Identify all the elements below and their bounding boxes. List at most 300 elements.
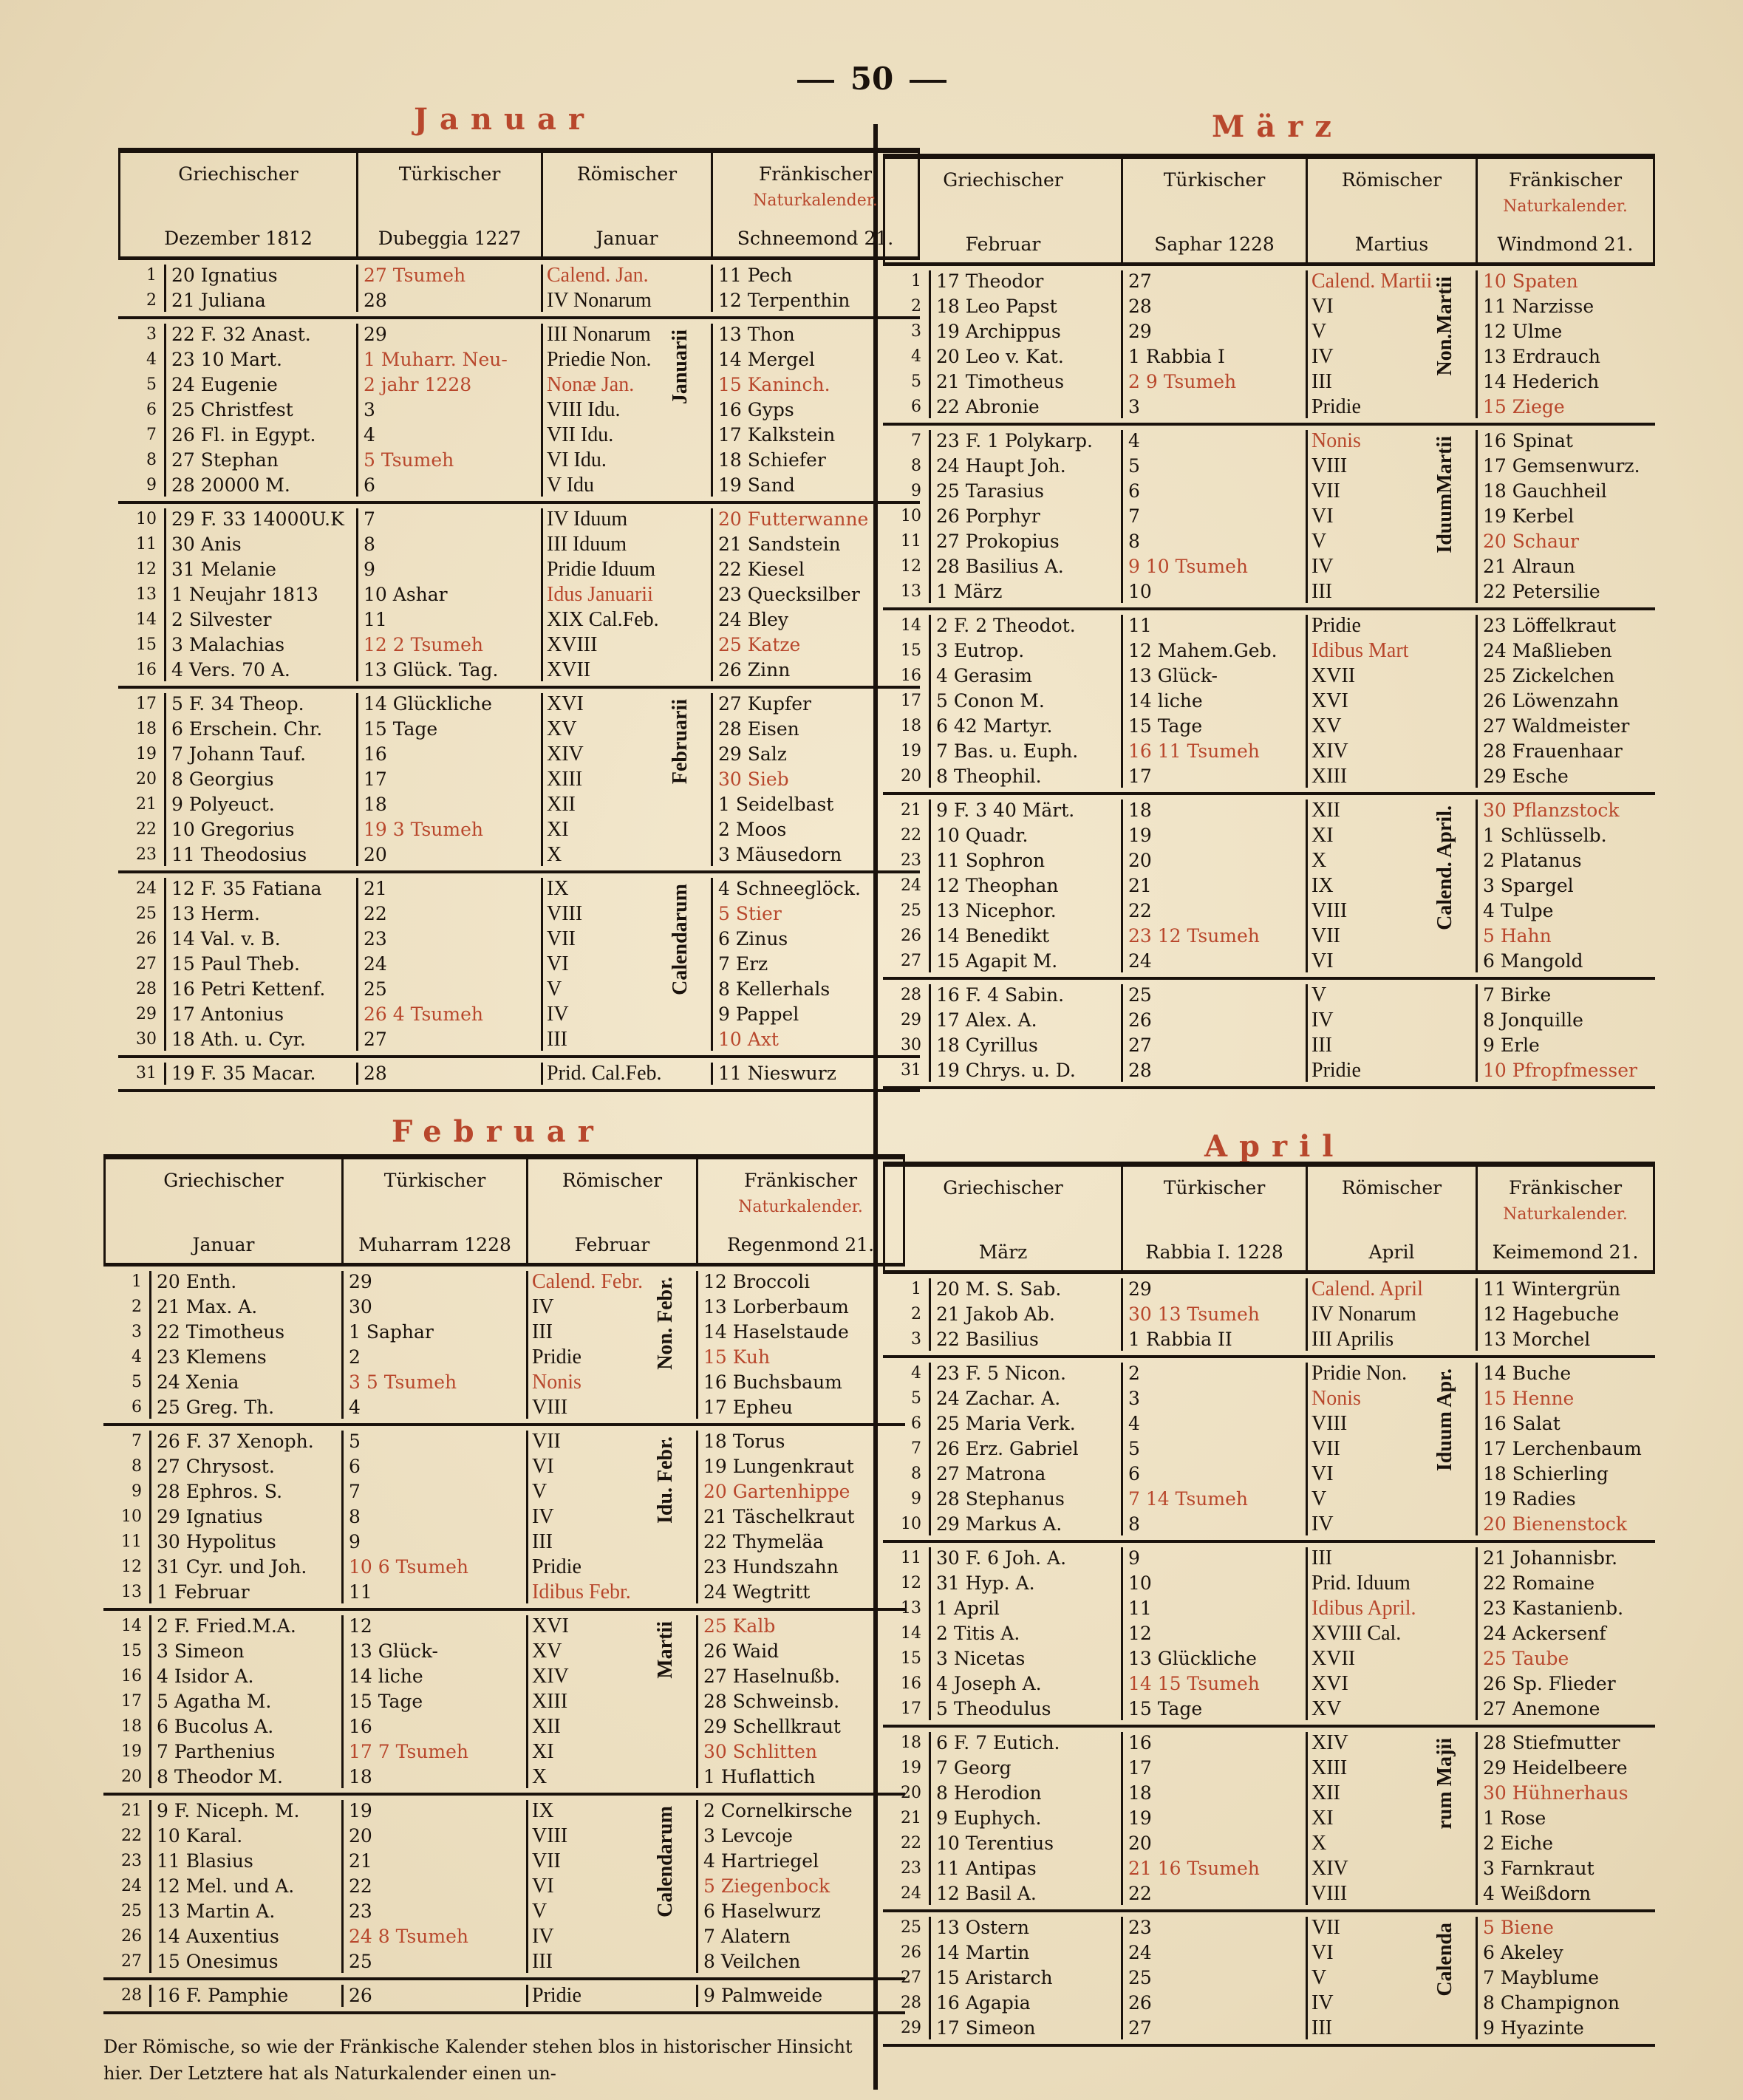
turkish-day: 2 <box>349 1346 361 1368</box>
day-number: 12 <box>901 557 921 576</box>
turkish-day: 26 4 Tsumeh <box>364 1003 483 1025</box>
turkish-day: 4 <box>349 1397 361 1418</box>
calendar-body <box>883 266 1655 1089</box>
day-row <box>103 1370 905 1395</box>
day-number: 2 <box>911 1305 921 1323</box>
frankish-day: 29 Esche <box>1483 766 1569 787</box>
header-title: Griechischer <box>163 1170 284 1191</box>
day-number: 26 <box>121 1927 142 1946</box>
roman-day: V Idu <box>547 474 595 497</box>
frankish-day: 1 Huflattich <box>703 1766 816 1787</box>
frankish-day: 2 Platanus <box>1483 850 1582 871</box>
roman-day: Pridie <box>532 1346 581 1368</box>
header-subtitle: Januar <box>192 1234 255 1255</box>
column-rule <box>541 693 543 866</box>
day-number: 24 <box>121 1877 142 1895</box>
day-row <box>118 692 920 717</box>
week-block <box>118 1058 920 1092</box>
column-rule <box>1121 615 1123 788</box>
frankish-day: 23 Hundszahn <box>703 1556 839 1578</box>
roman-day: XI <box>1311 824 1334 847</box>
greek-day: 21 Jakob Ab. <box>936 1303 1055 1325</box>
roman-day: Calend. Jan. <box>547 264 649 287</box>
greek-day: 28 Basilius A. <box>936 556 1064 577</box>
roman-vertical-label: Calendarum <box>669 884 692 995</box>
frankish-day: 14 Mergel <box>718 349 815 370</box>
header-subtitle: Januar <box>596 228 658 249</box>
turkish-day: 27 <box>1128 1034 1152 1056</box>
roman-day: IV <box>1311 345 1334 368</box>
calendar-body <box>103 1267 905 2014</box>
header-rom <box>543 153 713 256</box>
column-rule <box>541 508 543 681</box>
frankish-day: 5 Biene <box>1483 1917 1554 1938</box>
roman-day: XIV <box>532 1665 569 1688</box>
roman-vertical-label: Januarii <box>669 330 692 405</box>
frankish-day: 13 Morchel <box>1483 1329 1591 1350</box>
day-number: 17 <box>901 1700 921 1718</box>
greek-day: 28 Stephanus <box>936 1488 1065 1510</box>
roman-day: XIII <box>547 768 583 791</box>
frankish-day: 30 Hühnerhaus <box>1483 1782 1628 1804</box>
day-row <box>118 792 920 817</box>
turkish-day: 4 <box>364 424 375 446</box>
frankish-day: 22 Petersilie <box>1483 581 1600 602</box>
column-rule <box>1306 1732 1308 1905</box>
greek-day: 26 Porphyr <box>936 505 1040 527</box>
column-rule <box>1306 430 1308 603</box>
turkish-day: 24 <box>1128 950 1152 972</box>
turkish-day: 24 <box>1128 1942 1152 1963</box>
greek-day: 12 Theophan <box>936 875 1059 896</box>
roman-day: VIII <box>1311 1412 1348 1435</box>
frankish-day: 24 Maßlieben <box>1483 640 1612 661</box>
turkish-day: 3 <box>1128 1388 1140 1409</box>
frankish-day: 26 Löwenzahn <box>1483 690 1619 712</box>
column-rule <box>1306 615 1308 788</box>
roman-day: VI <box>1311 1462 1334 1485</box>
day-row <box>883 798 1655 823</box>
roman-vertical-label: Calendarum <box>654 1806 677 1917</box>
greek-day: 20 M. S. Sab. <box>936 1278 1062 1300</box>
frankish-day: 6 Zinus <box>718 928 788 950</box>
turkish-day: 11 <box>364 609 387 630</box>
frankish-day: 23 Kastanienb. <box>1483 1598 1624 1619</box>
day-row <box>103 1530 905 1555</box>
roman-day: VIII <box>1311 1882 1348 1905</box>
roman-day: XIII <box>532 1690 568 1713</box>
day-row <box>118 658 920 683</box>
frankish-day: 29 Schellkraut <box>703 1716 841 1737</box>
day-number: 28 <box>136 980 157 998</box>
day-number: 29 <box>901 2019 921 2037</box>
frankish-day: 17 Lerchenbaum <box>1483 1438 1642 1459</box>
roman-day: VIII <box>1311 899 1348 922</box>
column-rule <box>149 1985 151 2007</box>
day-number: 13 <box>901 582 921 601</box>
turkish-day: 20 <box>349 1825 372 1847</box>
turkish-day: 8 <box>349 1506 361 1527</box>
day-number: 16 <box>901 1674 921 1693</box>
roman-day: X <box>547 843 562 866</box>
day-row <box>883 1512 1655 1537</box>
day-row <box>103 1429 905 1454</box>
day-row <box>883 1462 1655 1487</box>
frankish-day: 12 Terpenthin <box>718 290 850 311</box>
greek-day: 6 Erschein. Chr. <box>171 718 323 740</box>
frankish-day: 10 Spaten <box>1483 270 1578 292</box>
column-rule <box>1121 1363 1123 1535</box>
turkish-day: 6 <box>349 1456 361 1477</box>
frankish-day: 23 Quecksilber <box>718 584 860 605</box>
roman-day: XVII <box>547 658 591 681</box>
roman-day: Nonæ Jan. <box>547 373 635 396</box>
footnote: Der Römische, so wie der Fränkische Kalender stehen blos in historischer Hinsicht hier. Der Letztere hat als Naturkalender einen un- <box>103 2036 853 2084</box>
header-subtitle: Muharram 1228 <box>358 1234 511 1255</box>
day-number: 19 <box>901 1759 921 1777</box>
day-row <box>883 1806 1655 1831</box>
greek-day: 8 Theophil. <box>936 766 1042 787</box>
header-naturkalender: Naturkalender. <box>738 1198 863 1216</box>
turkish-day: 11 <box>1128 1598 1152 1619</box>
frankish-day: 27 Haselnußb. <box>703 1666 840 1687</box>
frankish-day: 11 Wintergrün <box>1483 1278 1621 1300</box>
quarter-top-rule <box>883 154 1655 159</box>
week-block <box>118 504 920 689</box>
day-row <box>103 1614 905 1639</box>
column-rule <box>1476 984 1478 1082</box>
day-row <box>103 1580 905 1605</box>
day-number: 13 <box>121 1583 142 1601</box>
turkish-day: 19 <box>1128 825 1152 846</box>
turkish-day: 12 <box>349 1615 372 1637</box>
day-number: 22 <box>136 820 157 839</box>
roman-day: XV <box>532 1640 562 1663</box>
column-rule <box>341 1985 344 2007</box>
greek-day: 23 10 Mart. <box>171 349 282 370</box>
day-number: 5 <box>132 1373 142 1391</box>
roman-day: XII <box>532 1715 561 1738</box>
header-title: Römischer <box>562 1170 663 1191</box>
greek-day: 12 F. 35 Fatiana <box>171 878 322 899</box>
roman-day: V <box>1311 983 1327 1006</box>
greek-day: 1 März <box>936 581 1003 602</box>
greek-day: 23 F. 5 Nicon. <box>936 1363 1066 1384</box>
turkish-day: 23 <box>1128 1917 1152 1938</box>
turkish-day: 22 <box>349 1875 372 1897</box>
frankish-day: 2 Cornelkirsche <box>703 1800 853 1821</box>
turkish-day: 24 <box>364 953 387 975</box>
day-number: 31 <box>901 1061 921 1080</box>
greek-day: 24 Zachar. A. <box>936 1388 1061 1409</box>
day-row <box>103 1899 905 1924</box>
day-row <box>883 319 1655 344</box>
roman-vertical-label: Non. Febr. <box>654 1277 677 1370</box>
day-row <box>118 288 920 313</box>
turkish-day: 4 <box>1128 430 1140 451</box>
roman-day: Nonis <box>1311 429 1361 452</box>
roman-day: III <box>532 1950 553 1973</box>
turkish-day: 2 jahr 1228 <box>364 374 472 395</box>
column-rule <box>1121 1917 1123 2039</box>
roman-day: III Nonarum <box>547 323 651 346</box>
day-number: 4 <box>146 350 157 369</box>
greek-day: 27 Stephan <box>171 449 279 471</box>
column-rule <box>356 1063 358 1085</box>
column-rule <box>356 324 358 497</box>
day-number: 9 <box>132 1482 142 1501</box>
roman-day: XIII <box>1311 1756 1348 1779</box>
day-number: 28 <box>901 1994 921 2012</box>
frankish-day: 22 Romaine <box>1483 1572 1595 1594</box>
day-row <box>883 664 1655 689</box>
frankish-day: 12 Hagebuche <box>1483 1303 1620 1325</box>
day-number: 18 <box>136 720 157 738</box>
turkish-day: 6 <box>1128 480 1140 502</box>
roman-day: IX <box>547 877 569 900</box>
frankish-day: 6 Mangold <box>1483 950 1583 972</box>
frankish-day: 25 Taube <box>1483 1648 1569 1669</box>
greek-day: 31 Cyr. und Joh. <box>157 1556 307 1578</box>
turkish-day: 23 <box>364 928 387 950</box>
greek-day: 23 Klemens <box>157 1346 267 1368</box>
frankish-day: 13 Lorberbaum <box>703 1296 849 1317</box>
day-number: 5 <box>146 375 157 394</box>
greek-day: 27 Chrysost. <box>157 1456 275 1477</box>
roman-day: IV Iduum <box>547 508 628 531</box>
header-frank <box>1478 1167 1655 1270</box>
greek-day: 15 Onesimus <box>157 1951 279 1972</box>
frankish-day: 21 Alraun <box>1483 556 1575 577</box>
quarter-januar <box>118 148 920 1092</box>
frankish-day: 23 Löffelkraut <box>1483 615 1617 636</box>
turkish-day: 17 <box>364 768 387 790</box>
day-number: 19 <box>901 742 921 760</box>
roman-day: VII <box>1311 1916 1340 1939</box>
week-block <box>883 266 1655 426</box>
day-number: 11 <box>121 1533 142 1551</box>
column-rule <box>164 878 166 1051</box>
turkish-day: 29 <box>349 1271 372 1292</box>
column-rule <box>164 508 166 681</box>
greek-day: 22 F. 32 Anast. <box>171 324 311 345</box>
day-number: 24 <box>901 876 921 895</box>
greek-day: 17 Simeon <box>936 2017 1036 2039</box>
turkish-day: 27 <box>1128 270 1152 292</box>
frankish-day: 8 Champignon <box>1483 1992 1620 2014</box>
turkish-day: 3 <box>364 399 375 420</box>
header-rom <box>1308 1167 1478 1270</box>
day-row <box>118 1061 920 1086</box>
frankish-day: 25 Kalb <box>703 1615 776 1637</box>
turkish-day: 29 <box>1128 321 1152 342</box>
quarter-top-rule <box>103 1154 905 1159</box>
column-rule <box>1476 430 1478 603</box>
roman-day: XIV <box>1311 1857 1348 1880</box>
turkish-day: 2 <box>1128 1363 1140 1384</box>
turkish-day: 11 <box>349 1581 372 1603</box>
greek-day: 13 Herm. <box>171 903 260 924</box>
day-row <box>118 842 920 867</box>
turkish-day: 28 <box>1128 1060 1152 1081</box>
day-number: 7 <box>911 1439 921 1458</box>
roman-day: XI <box>1311 1807 1334 1830</box>
roman-day: Pridie <box>1311 395 1361 418</box>
header-subtitle: Windmond 21. <box>1497 233 1634 255</box>
turkish-day: 22 <box>364 903 387 924</box>
frankish-day: 10 Pfropfmesser <box>1483 1060 1637 1081</box>
frankish-day: 28 Schweinsb. <box>703 1691 840 1712</box>
header-title: Fränkischer <box>1508 169 1623 191</box>
turkish-day: 10 <box>1128 581 1152 602</box>
day-row <box>103 1664 905 1689</box>
turkish-day: 18 <box>349 1766 372 1787</box>
day-row <box>883 1781 1655 1806</box>
day-number: 26 <box>901 927 921 945</box>
week-block <box>883 426 1655 610</box>
roman-day: XII <box>1311 799 1340 822</box>
roman-day: VIII <box>547 902 583 925</box>
day-row <box>883 873 1655 899</box>
roman-day: IV <box>1311 1009 1334 1032</box>
week-block <box>883 1274 1655 1358</box>
day-row <box>883 1856 1655 1881</box>
frankish-day: 3 Mäusedorn <box>718 844 842 865</box>
day-row <box>883 714 1655 739</box>
day-row <box>103 1765 905 1790</box>
day-number: 21 <box>121 1801 142 1820</box>
greek-day: 10 Quadr. <box>936 825 1029 846</box>
day-number: 27 <box>901 1968 921 1987</box>
day-row <box>103 1739 905 1765</box>
roman-day: Pridie <box>1311 614 1361 637</box>
greek-day: 29 F. 33 14000U.K <box>171 508 344 530</box>
turkish-day: 16 <box>364 743 387 765</box>
roman-day: Calend. April <box>1311 1278 1423 1300</box>
calendar-body <box>883 1274 1655 2047</box>
greek-day: 5 F. 34 Theop. <box>171 693 304 715</box>
column-rule <box>711 508 713 681</box>
roman-day: Pridie Non. <box>1311 1362 1408 1385</box>
turkish-day: 14 liche <box>1128 690 1203 712</box>
day-number: 2 <box>911 297 921 316</box>
roman-vertical-label: Calenda <box>1433 1923 1456 1997</box>
roman-day: VI Idu. <box>547 449 607 471</box>
day-number: 2 <box>132 1298 142 1316</box>
turkish-day: 21 <box>349 1850 372 1872</box>
frankish-day: 8 Jonquille <box>1483 1009 1583 1031</box>
greek-day: 4 Gerasim <box>936 665 1033 686</box>
greek-day: 14 Val. v. B. <box>171 928 281 950</box>
frankish-day: 5 Hahn <box>1483 925 1552 947</box>
column-rule <box>696 1431 698 1603</box>
day-number: 24 <box>901 1884 921 1903</box>
day-number: 30 <box>901 1036 921 1054</box>
column-rule <box>929 615 931 788</box>
frankish-day: 28 Stiefmutter <box>1483 1732 1620 1753</box>
greek-day: 2 F. 2 Theodot. <box>936 615 1076 636</box>
roman-day: XI <box>547 818 569 841</box>
week-block <box>883 1912 1655 2047</box>
day-number: 15 <box>901 1649 921 1668</box>
roman-day: XVII <box>1311 1647 1356 1670</box>
greek-day: 1 April <box>936 1598 1000 1619</box>
frankish-day: 19 Lungenkraut <box>703 1456 854 1477</box>
greek-day: 30 F. 6 Joh. A. <box>936 1547 1067 1569</box>
roman-day: III Iduum <box>547 533 627 556</box>
frankish-day: 26 Waid <box>703 1640 780 1662</box>
greek-day: 14 Auxentius <box>157 1926 279 1947</box>
column-rule <box>711 265 713 312</box>
turkish-day: 20 <box>364 844 387 865</box>
week-block <box>883 980 1655 1089</box>
day-number: 1 <box>911 272 921 290</box>
frankish-day: 9 Palmweide <box>703 1985 823 2006</box>
greek-day: 5 Theodulus <box>936 1698 1051 1719</box>
turkish-day: 13 Glückliche <box>1128 1648 1257 1669</box>
turkish-day: 19 <box>1128 1807 1152 1829</box>
day-row <box>118 322 920 347</box>
day-number: 12 <box>121 1558 142 1576</box>
roman-vertical-label: Iduum Apr. <box>1433 1368 1456 1472</box>
column-rule <box>1476 1732 1478 1905</box>
day-number: 7 <box>132 1432 142 1450</box>
roman-day: VI <box>547 952 569 975</box>
greek-day: 22 Timotheus <box>157 1321 285 1343</box>
quarter-februar <box>103 1154 905 2014</box>
turkish-day: 8 <box>1128 1513 1140 1535</box>
greek-day: 16 F. 4 Sabin. <box>936 984 1065 1006</box>
column-rule <box>526 1271 528 1419</box>
greek-day: 4 Joseph A. <box>936 1673 1042 1694</box>
day-number: 6 <box>911 1414 921 1433</box>
greek-day: 9 Polyeuct. <box>171 794 275 815</box>
roman-day: Idus Januarii <box>547 583 653 606</box>
day-row <box>103 1874 905 1899</box>
column-rule <box>711 693 713 866</box>
frankish-day: 8 Kellerhals <box>718 978 830 1000</box>
day-number: 10 <box>136 510 157 528</box>
header-subtitle: April <box>1368 1241 1415 1263</box>
turkish-day: 5 <box>1128 455 1140 477</box>
greek-day: 21 Juliana <box>171 290 266 311</box>
day-row <box>103 1639 905 1664</box>
day-number: 21 <box>901 801 921 819</box>
frankish-day: 21 Täschelkraut <box>703 1506 855 1527</box>
roman-day: X <box>1311 1832 1327 1855</box>
greek-day: 7 Bas. u. Euph. <box>936 740 1079 762</box>
header-naturkalender: Naturkalender. <box>1503 197 1628 216</box>
header-title: Griechischer <box>943 169 1063 191</box>
frankish-day: 11 Narzisse <box>1483 296 1594 317</box>
frankish-day: 4 Schneeglöck. <box>718 878 861 899</box>
greek-day: 3 Simeon <box>157 1640 245 1662</box>
roman-day: XVI <box>1311 689 1348 712</box>
frankish-day: 25 Zickelchen <box>1483 665 1615 686</box>
column-rule <box>1306 1547 1308 1720</box>
frankish-day: 3 Levcoje <box>703 1825 793 1847</box>
day-row <box>118 473 920 498</box>
roman-day: III Aprilis <box>1311 1328 1394 1351</box>
roman-day: XIV <box>1311 1731 1348 1754</box>
column-rule <box>929 1547 931 1720</box>
day-row <box>883 1571 1655 1596</box>
roman-day: Nonis <box>532 1371 581 1394</box>
greek-day: 2 Silvester <box>171 609 272 630</box>
greek-day: 12 Mel. und A. <box>157 1875 295 1897</box>
day-number: 24 <box>136 879 157 898</box>
roman-day: IX <box>532 1799 554 1822</box>
